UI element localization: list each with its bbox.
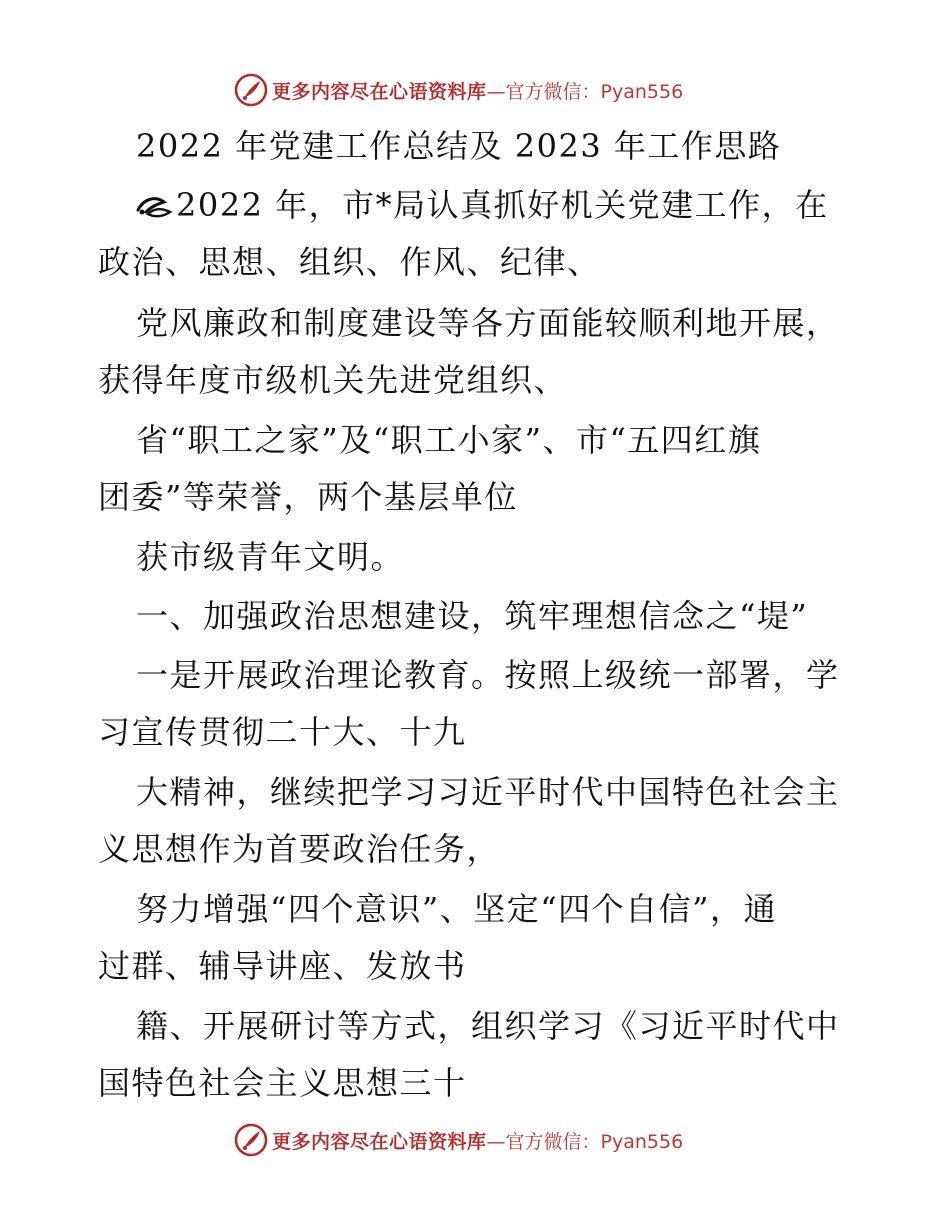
watermark-header — [234, 72, 683, 108]
paragraph-line: 义思想作为首要政治任务， — [98, 830, 501, 868]
section-heading: 一、加强政治思想建设，筑牢理想信念之“堤” — [136, 597, 809, 635]
paragraph-line: 团委”等荣誉，两个基层单位 — [98, 478, 518, 516]
watermark-wechat-text: —官方微信：Pyan556 — [486, 1130, 684, 1153]
paragraph-line — [134, 185, 829, 225]
paragraph-line: 省“职工之家”及“职工小家”、市“五四红旗 — [136, 421, 762, 459]
paragraph-line: 获市级青年文明。 — [136, 538, 405, 576]
paragraph-line: 国特色社会主义思想三十 — [98, 1064, 467, 1102]
watermark-main-text: 更多内容尽在心语资料库 — [272, 1130, 487, 1153]
document-title: 2022 年党建工作总结及 2023 年工作思路 — [136, 127, 782, 165]
paragraph-line: 政治、思想、组织、作风、纪律、 — [98, 243, 601, 281]
watermark-wechat-text: —官方微信：Pyan556 — [486, 80, 684, 103]
leaf-ornament-icon — [134, 190, 176, 220]
paragraph-line: 习宣传贯彻二十大、十九 — [98, 713, 467, 751]
watermark-main-text: 更多内容尽在心语资料库 — [272, 80, 487, 103]
paragraph-line: 努力增强“四个意识”、坚定“四个自信”，通 — [136, 890, 777, 928]
quill-logo-icon — [234, 1123, 268, 1157]
watermark-footer — [234, 1122, 683, 1158]
paragraph-line: 一是开展政治理论教育。按照上级统一部署，学 — [136, 656, 840, 694]
paragraph-line: 过群、辅导讲座、发放书 — [98, 947, 467, 985]
paragraph-line: 籍、开展研讨等方式，组织学习《习近平时代中 — [136, 1007, 840, 1045]
paragraph-line-text: 2022 年，市*局认真抓好机关党建工作，在 — [176, 186, 829, 224]
paragraph-line: 党风廉政和制度建设等各方面能较顺利地开展， — [136, 304, 840, 342]
paragraph-line: 获得年度市级机关先进党组织、 — [98, 361, 568, 399]
paragraph-line: 大精神，继续把学习习近平时代中国特色社会主 — [136, 773, 840, 811]
quill-logo-icon — [234, 73, 268, 107]
